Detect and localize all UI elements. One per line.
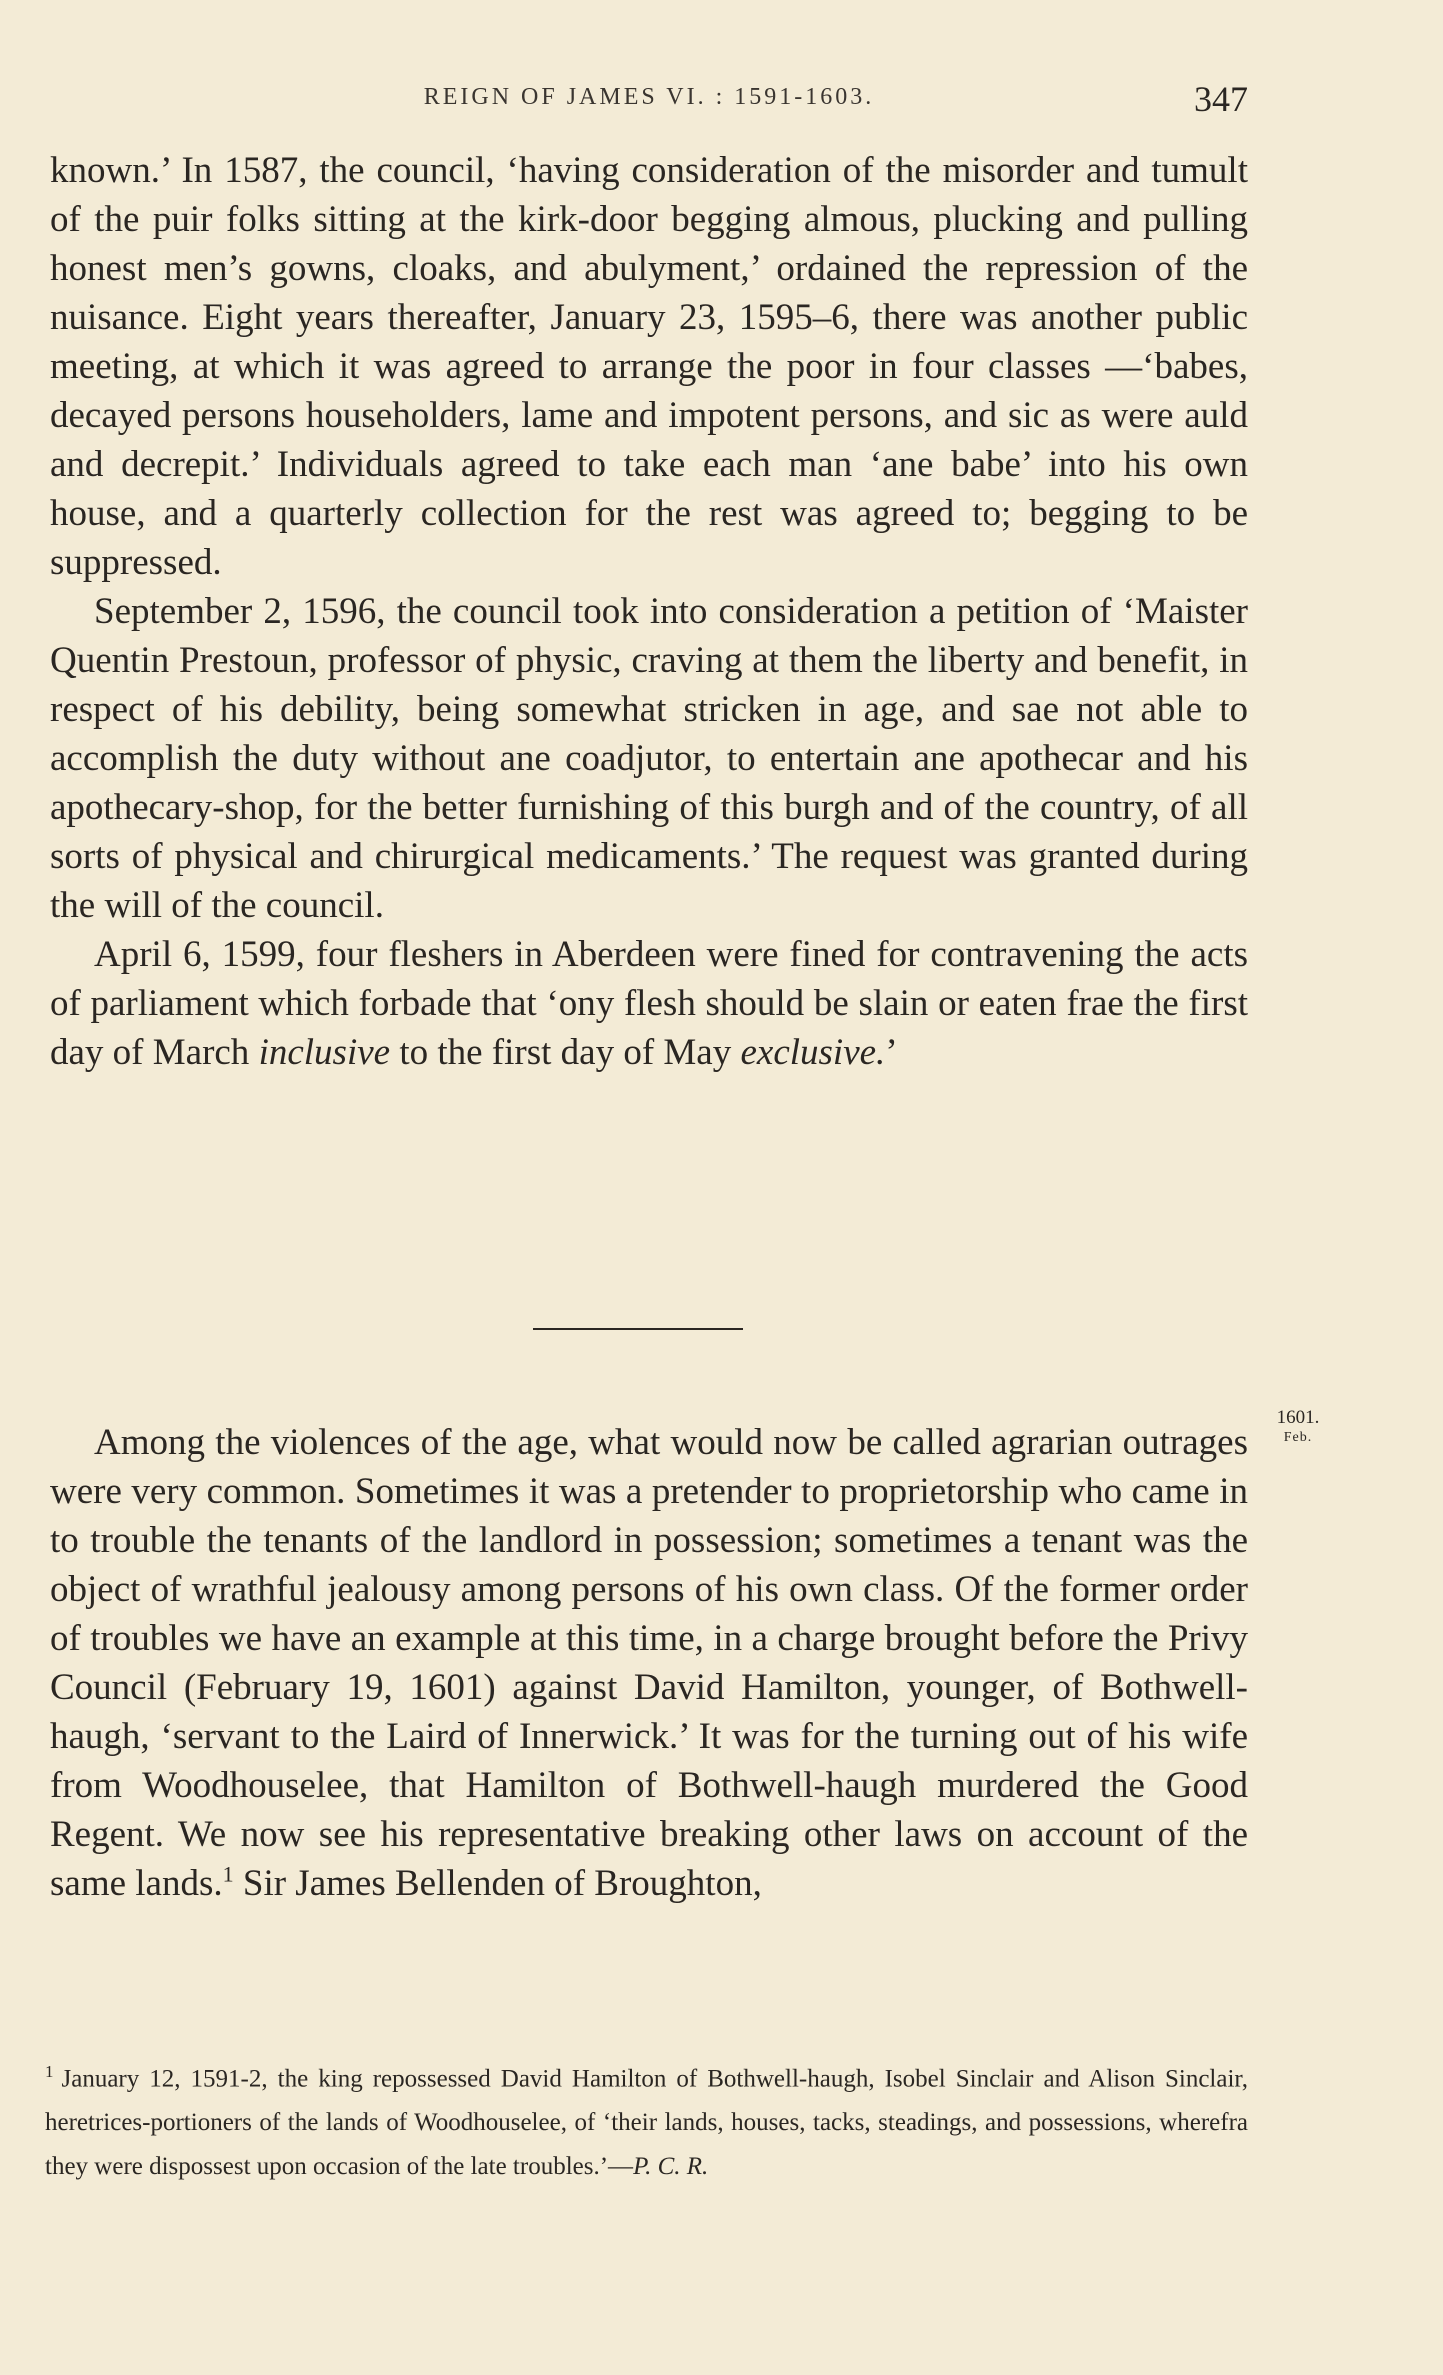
paragraph-poor-relief: known.’ In 1587, the council, ‘having consideration of the misorder and tumult of the puir folks sitting at the kirk-door begging almous, plucking and pulling honest men’s gowns, cloaks, and abulyment,’ ordained the repression of the nuisance. Eight years thereafter, January 23, 1595–6, there was another public meeting, at which it was agreed to arrange the poor in four classes —‘babes, decayed persons householders, lame and impotent persons, and sic as were auld and decrepit.’ Individuals agreed to take each man ‘ane babe’ into his own house, and a quarterly collection for the rest was agreed to; begging to be suppressed. [50,150,1248,583]
inclusive-italic: inclusive [258,1032,391,1073]
text-block-bottom [50,1418,1248,1908]
footnote-marker: 1 [45,2062,54,2081]
page-header [50,78,1248,126]
paragraph-agrarian-continuation: Sir James Bellenden of Broughton, [233,1863,762,1904]
footnote-text: January 12, 1591-2, the king repossessed David Hamilton of Bothwell-haugh, Isobel Sinclair and Alison Sinclair, heretrices-portioners of the lands of Woodhouselee, of ‘their lands, houses, tacks, steadings, and possessions, wherefra they were dispossest upon occasion of the late troubles.’— [45,2065,1248,2181]
paragraph-fleshers-middle: to the first day of May [399,1032,732,1073]
paragraph-agrarian-text: Among the violences of the age, what would now be called agrarian outrages were very common. Sometimes it was a pretender to proprietorship who came in to trouble the tenants of the landlord in possession; sometimes a tenant was the object of wrathful jealousy among persons of his own class. Of the former order of troubles we have an example at this time, in a charge brought before the Privy Council (February 19, 1601) against David Hamilton, younger, of Bothwell-haugh, ‘servant to the Laird of Innerwick.’ It was for the turning out of his wife from Woodhouselee, that Hamilton of Bothwell-haugh murdered the Good Regent. We now see his representative breaking other laws on account of the same lands. [50,1422,1248,1904]
paragraph-fleshers-text: April 6, 1599, four fleshers in Aberdeen were fined for contravening the acts of parliament which forbade that ‘ony flesh should be slain or eaten frae the first day of March [50,934,1248,1073]
exclusive-italic: exclusive. [740,1032,886,1073]
text-block-top [50,146,1248,1077]
margin-date-note [1263,1408,1333,1448]
paragraph-agrarian-outrages [50,1418,1248,1908]
footnote [45,2050,1248,2189]
page-number: 347 [1194,79,1248,119]
footnote-source: P. C. R. [633,2153,709,2181]
paragraph-fleshers [50,930,1248,1077]
margin-note-year: 1601. [1276,1407,1320,1428]
closing-quote: ’ [885,1032,898,1073]
paragraph-apothecary: September 2, 1596, the council took into consideration a petition of ‘Maister Quentin Prestoun, professor of physic, craving at them the liberty and benefit, in respect of his debility, being somewhat stricken in age, and sae not able to accomplish the duty without ane coadjutor, to entertain ane apothecar and his apothecary-shop, for the better furnishing of this burgh and of the country, of all sorts of physical and chirurgical medicaments.’ The request was granted during the will of the council. [50,591,1248,926]
footnote-reference: 1 [222,1861,234,1887]
margin-note-month: Feb. [1283,1430,1313,1445]
section-divider [533,1328,743,1330]
running-head: REIGN OF JAMES VI. : 1591-1603. [423,84,875,110]
